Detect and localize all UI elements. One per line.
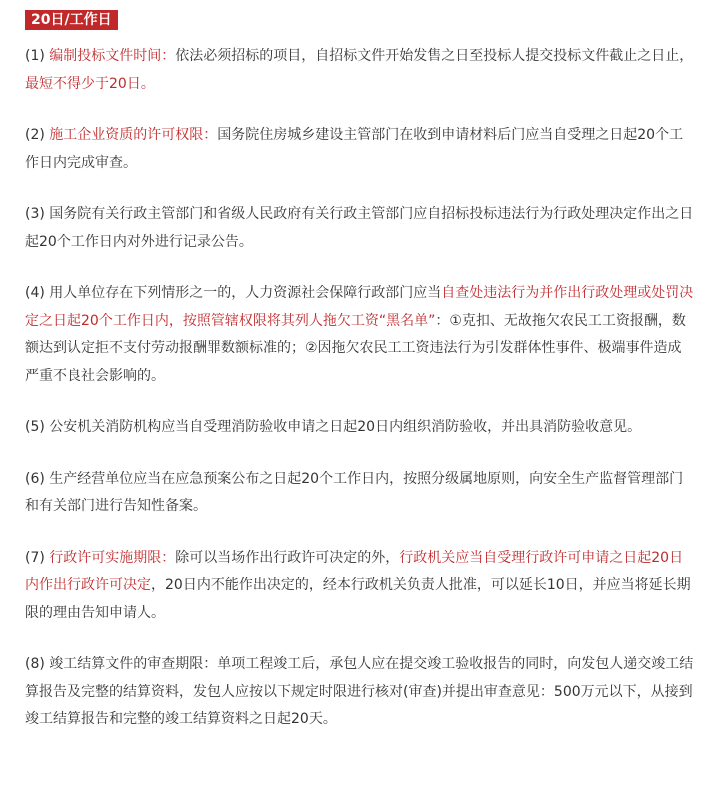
regulation-item-1 [25, 43, 695, 98]
body-text: ：①克扣、无故拖欠农民工工资报酬，数额达到认定拒不支付劳动报酬罪数额标准的；②因拖欠农民工工资违法行为引发群体性事件、极端事件造成严重不良社会影响的。 [25, 312, 686, 384]
body-text: (8) 竣工结算文件的审查期限：单项工程竣工后，承包人应在提交竣工验收报告的同时，向发包人递交竣工结算报告及完整的结算资料，发包人应按以下规定时限进行核对(审查)并提出审查意见：500万元以下，从接到竣工结算报告和完整的竣工结算资料之日起20天。 [25, 656, 694, 727]
highlight-text: 编制投标文件时间： [49, 48, 176, 64]
body-text: (4) 用人单位存在下列情形之一的，人力资源社会保障行政部门应当 [25, 285, 442, 301]
section-badge: 20日/工作日 [25, 10, 118, 30]
body-text: 依法必须招标的项目，自招标文件开始发售之日至投标人提交投标文件截止之日止， [175, 48, 694, 64]
body-text: (7) [25, 549, 50, 566]
highlight-text: 自查处违法行为并作出行政处理或处罚决定之日起20个工作日内，按照管辖权限将其列人拖欠工资“黑名单” [25, 285, 694, 329]
body-text: (5) 公安机关消防机构应当自受理消防验收申请之日起20日内组织消防验收，并出具消防验收意见。 [25, 419, 642, 435]
regulation-item-3 [25, 201, 695, 256]
body-text: (1) [25, 48, 50, 64]
body-text: 除可以当场作出行政许可决定的外， [175, 549, 400, 566]
regulation-item-6 [25, 466, 695, 521]
body-text: (2) [25, 127, 50, 143]
item-list [25, 43, 717, 734]
body-text: (6) 生产经营单位应当在应急预案公布之日起20个工作日内，按照分级属地原则，向安全生产监督管理部门和有关部门进行告知性备案。 [25, 470, 684, 514]
regulation-item-2 [25, 122, 695, 177]
body-text: 国务院住房城乡建设主管部门在收到申请材料后门应当自受理之日起20个工作日内完成审查。 [25, 127, 684, 171]
body-text: ，20日内不能作出决定的，经本行政机关负责人批准，可以延长10日，并应当将延长期限的理由告知申请人。 [25, 577, 691, 621]
regulation-item-7 [25, 545, 695, 628]
body-text: (3) 国务院有关行政主管部门和省级人民政府有关行政主管部门应自招标投标违法行为行政处理决定作出之日起20个工作日内对外进行记录公告。 [25, 206, 694, 250]
regulation-item-8 [25, 651, 695, 734]
regulation-item-5 [25, 414, 695, 442]
highlight-text: 施工企业资质的许可权限： [49, 127, 218, 143]
highlight-text: 行政许可实施期限： [49, 549, 176, 566]
regulation-item-4 [25, 280, 695, 390]
highlight-text: 最短不得少于20日。 [25, 75, 155, 92]
highlight-text: 行政机关应当自受理行政许可申请之日起20日内作出行政许可决定 [25, 549, 684, 593]
